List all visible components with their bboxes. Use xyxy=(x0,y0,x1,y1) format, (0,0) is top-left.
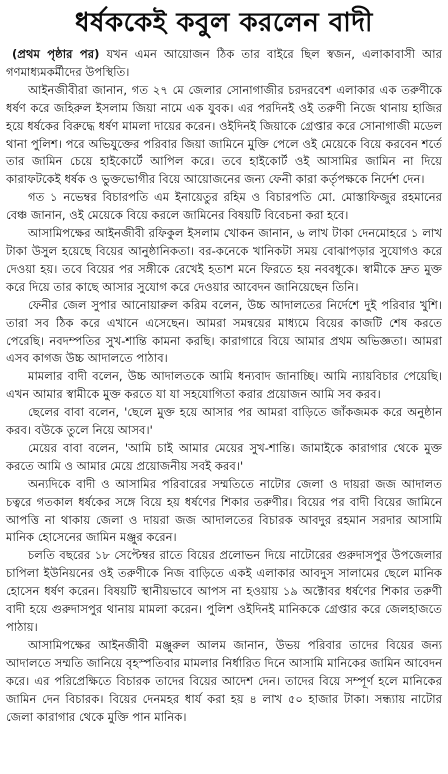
article-paragraph: মেয়ের বাবা বলেন, 'আমি চাই আমার মেয়ের সুখ-শান্তি। জামাইকে কারাগার থেকে মুক্ত করতে আমি ও আমার মেয়ে প্রয়োজনীয় সবই করব।' xyxy=(6,440,442,473)
article-paragraph: গত ১ নভেম্বর বিচারপতি এম ইনায়েতুর রহিম ও বিচারপতি মো. মোস্তাফিজুর রহমানের বেঞ্চ জানান, ওই মেয়েকে বিয়ে করলে জামিনের বিষয়টি বিবেচনা করা হবে। xyxy=(6,190,442,223)
paragraph-text: যখন এমন আয়োজন ঠিক তার বাইরে ছিল স্বজন, এলাকাবাসী আর গণমাধ্যমকর্মীদের উপস্থিতি। xyxy=(6,47,442,79)
headline: ধর্ষককেই কবুল করলেন বাদী xyxy=(75,8,373,38)
article-paragraph: চলতি বছরের ১৮ সেপ্টেম্বর রাতে বিয়ের প্রলোভন দিয়ে নাটোরের গুরুদাসপুর উপজেলার চাপিলা ইউনিয়নের ওই তরুণীকে নিজ বাড়িতে একই এলাকার আবদুস সালামের ছেলে মানিক হোসেন ধর্ষণ করেন। বিষয়টি স্থানীয়ভাবে আপস না হওয়ায় ১৯ অক্টোবর ধর্ষণের শিকার তরুণী বাদী হয়ে গুরুদাসপুর থানায় মামলা করেন। পুলিশ ওইদিনই মানিককে গ্রেপ্তার করে জেলহাজতে পাঠায়। xyxy=(6,548,442,634)
article-paragraph: আসামিপক্ষের আইনজীবী মঞ্জুরুল আলম জানান, উভয় পরিবার তাদের বিয়ের জন্য আদালতে সম্মতি জানিয়ে বৃহস্পতিবার মামলার নির্ধারিত দিনে আসামি মানিকের জামিন আবেদন করে। এর পরিপ্রেক্ষিতে বিচারক তাদের বিয়ের আদেশ দেন। তাদের বিয়ে সম্পূর্ণ হলে মানিকের জামিন দেন বিচারক। বিয়ের দেনমহর ধার্য করা হয় ৪ লাখ ৫০ হাজার টাকা। সন্ধ্যায় নাটোর জেলা কারাগার থেকে মুক্তি পান মানিক। xyxy=(6,637,442,724)
article-paragraph: আসামিপক্ষের আইনজীবী রফিকুল ইসলাম খোকন জানান, ৬ লাখ টাকা দেনমোহরে ১ লাখ টাকা উসুল হয়েছে বিয়ের আনুষ্ঠানিকতা। বর-কনেকে খানিকটা সময় বোঝাপড়ার সুযোগও করে দেওয়া হয়। তবে বিয়ের পর সঙ্গীকে রেখেই হতাশ মনে ফিরতে হয় নববধূকে। স্বামীকে দ্রুত মুক্ত করে দিয়ে তার কাছে আসার সুযোগ করে দেওয়ার আবেদন জানিয়েছেন তিনি। xyxy=(6,226,442,294)
article-paragraph: ফেনীর জেল সুপার আনোয়ারুল করিম বলেন, উচ্চ আদালতের নির্দেশে দুই পরিবার খুশি। তারা সব ঠিক করে এখানে এসেছেন। আমরা সমন্বয়ের মাধ্যমে বিয়ের কাজটি শেষ করতে পেরেছি। নবদম্পতির সুখ-শান্তি কামনা করছি। কারাগারে বিয়ে আমার প্রথম অভিজ্ঞতা। আমরা এসব কাগজ উচ্চ আদালতে পাঠাব। xyxy=(6,297,442,366)
article-paragraph: অন্যদিকে বাদী ও আসামির পরিবারের সম্মতিতে নাটোর জেলা ও দায়রা জজ আদালত চত্বরে গতকাল ধর্ষকের সঙ্গে বিয়ে হয় ধর্ষণের শিকার তরুণীর। বিয়ের পর বাদী বিয়ের জামিনে আপত্তি না থাকায় জেলা ও দায়রা জজ আদালতের বিচারক আবদুর রহমান সরদার আসামি মানিক হোসেনের জামিন মঞ্জুর করেন। xyxy=(6,476,442,545)
article-body xyxy=(0,44,448,726)
article-paragraph: ছেলের বাবা বলেন, 'ছেলে মুক্ত হয়ে আসার পর আমরা বাড়িতে জাঁকজমক করে অনুষ্ঠান করব। বউকে তুলে নিয়ে আসব।' xyxy=(6,405,442,438)
article-paragraph: আইনজীবীরা জানান, গত ২৭ মে জেলার সোনাগাজীর চরদরবেশ এলাকার এক তরুণীকে ধর্ষণ করে জহিরুল ইসলাম জিয়া নামে এক যুবক। এর পরদিনই ওই তরুণী নিজে থানায় হাজির হয়ে ধর্ষকের বিরুদ্ধে ধর্ষণ মামলা দায়ের করেন। ওইদিনই জিয়াকে গ্রেপ্তার করে সোনাগাজী মডেল থানা পুলিশ। পরে অভিযুক্তের পরিবার জিয়া জামিনে মুক্তি পেলে ওই মেয়েকে বিয়ে করবেন শর্তে তার জামিন চেয়ে হাইকোর্টে আপিল করে। তবে হাইকোর্ট ওই আসামির জামিন না দিয়ে কারাফটকেই ধর্ষক ও ভুক্তভোগীর বিয়ে আয়োজনের জন্য ফেনী কারা কর্তৃপক্ষকে নির্দেশ দেন। xyxy=(6,82,442,187)
article-paragraph: মামলার বাদী বলেন, উচ্চ আদালতকে আমি ধন্যবাদ জানাচ্ছি। আমি ন্যায়বিচার পেয়েছি। এখন আমার স্বামীকে মুক্ত করতে যা যা সহযোগিতা করার প্রয়োজন আমি সব করব। xyxy=(6,369,442,402)
article-paragraph xyxy=(6,46,442,82)
continuation-tag: (প্রথম পৃষ্ঠার পর) xyxy=(12,47,100,61)
